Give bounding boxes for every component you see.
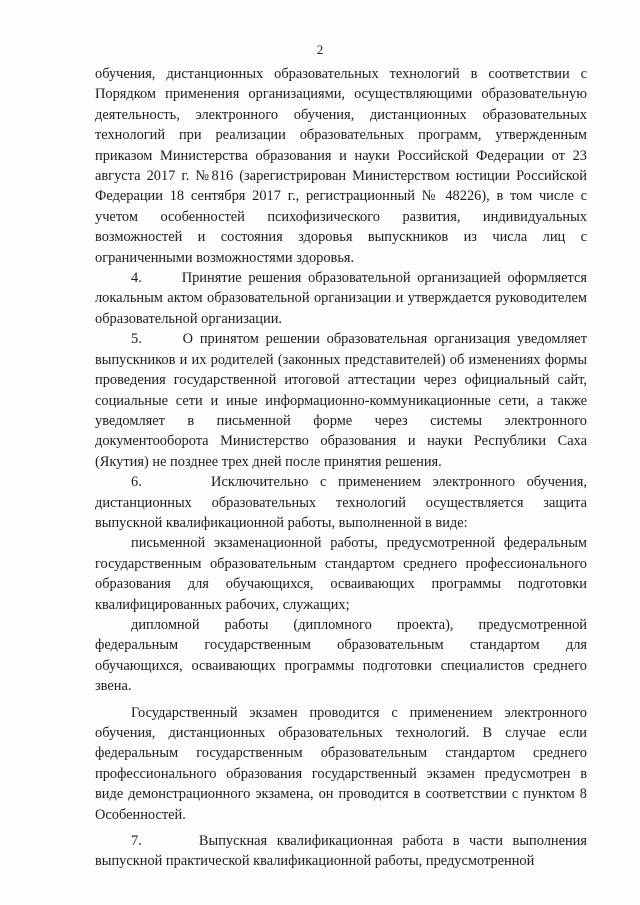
page-number: 2	[316, 42, 324, 57]
paragraph-item-5: 5. О принятом решении образовательная организация уведомляет выпускников и их родителей (законных представителей) об изменениях формы проведения государственной итоговой аттестации через официальный сайт, социальные сети и иные информационно-коммуникационные сети, а также уведомляет в письменной форме через системы электронного документооборота Министерство образования и науки Республики Саха (Якутия) не позднее трех дней после принятия решения.	[95, 331, 587, 470]
paragraph-written-exam-work: письменной экзаменационной работы, предусмотренной федеральным государственным образовательным стандартом среднего профессионального образования для обучающихся, осваивающих программы подготовки квалифицированных рабочих, служащих;	[95, 535, 587, 613]
paragraph-item-7: 7. Выпускная квалификационная работа в части выполнения выпускной практической квалификационной работы, предусмотренной	[95, 833, 587, 870]
paragraph-diploma-work: дипломной работы (дипломного проекта), предусмотренной федеральным государственным образовательным стандартом для обучающихся, осваивающих программы подготовки специалистов среднего звена.	[95, 616, 587, 695]
document-body	[95, 64, 587, 872]
paragraph-state-exam: Государственный экзамен проводится с применением электронного обучения, дистанционных образовательных технологий. В случае если федеральным государственным образовательным стандартом среднего профессионального образования государственный экзамен предусмотрен в виде демонстрационного экзамена, он проводится в соответствии с пунктом 8 Особенностей.	[95, 704, 587, 823]
paragraph-item-6: 6. Исключительно с применением электронного обучения, дистанционных образовательных технологий осуществляется защита выпускной квалификационной работы, выполненной в виде:	[95, 474, 587, 531]
paragraph-item-4: 4. Принятие решения образовательной организацией оформляется локальным актом образовательной организации и утверждается руководителем образовательной организации.	[95, 270, 587, 327]
paragraph-continuation: обучения, дистанционных образовательных технологий в соответствии с Порядком применения организациями, осуществляющими образовательную деятельность, электронного обучения, дистанционных образовательных технологий при реализации образовательных программ, утвержденным приказом Министерства образования и науки Российской Федерации от 23 августа 2017 г. №816 (зарегистрирован Министерством юстиции Российской Федерации 18 сентября 2017 г., регистрационный № 48226), в том числе с учетом особенностей психофизического развития, индивидуальных возможностей и состояния здоровья выпускников из числа лиц с ограниченными возможностями здоровья.	[95, 66, 587, 266]
